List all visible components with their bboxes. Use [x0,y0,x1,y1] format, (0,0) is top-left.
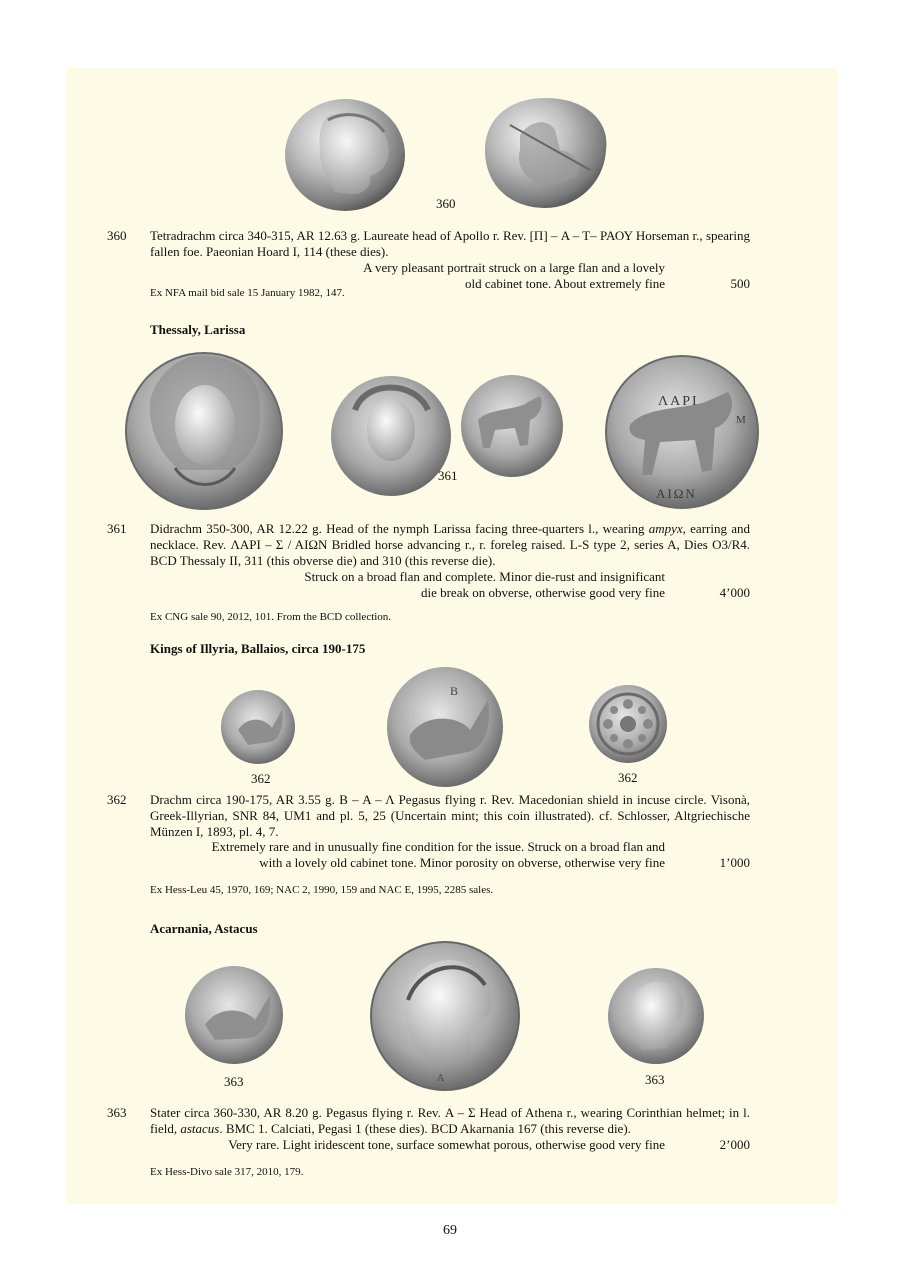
coin-363-reverse [608,968,704,1064]
lot-description-361: Didrachm 350-300, AR 12.22 g. Head of the nymph Larissa facing three-quarters l., wearing ampyx, earring and necklace. Rev. ΛΑΡΙ – Σ / ΑΙΩΝ Bridled horse advancing r., r. foreleg raised. L-S type 2, series A, Dies O3/R4. BCD Thessaly II, 311 (this obverse die) and 310 (this reverse die). [150,521,750,568]
lot-condition-line: Extremely rare and in unusually fine condition for the issue. Struck on a broad flan and [211,839,665,854]
section-heading-illyria: Kings of Illyria, Ballaios, circa 190-175 [150,641,366,656]
coin-363-obverse [185,966,283,1064]
lot-provenance-360: Ex NFA mail bid sale 15 January 1982, 147. [150,287,345,299]
coin-361-obverse-enlarged [126,353,282,509]
lot-number-360: 360 [107,228,127,243]
coin-361-monogram: Μ [736,414,746,426]
lot-condition-line: with a lovely old cabinet tone. Minor porosity on obverse, otherwise very fine [259,855,665,870]
coin-361-exergue-legend: ΑΙΩΝ [656,486,697,501]
lot-provenance-362: Ex Hess-Leu 45, 1970, 169; NAC 2, 1990, 159 and NAC E, 1995, 2285 sales. [150,884,494,896]
figure-label-361: 361 [438,468,458,483]
coin-361-legend: ΛΑΡΙ [658,394,699,409]
coin-362-obverse [221,690,295,764]
lot-condition-line: old cabinet tone. About extremely fine [465,276,665,291]
coin-361-obverse [331,376,451,496]
lot-description-362: Drachm circa 190-175, AR 3.55 g. Β – Α – Λ Pegasus flying r. Rev. Macedonian shield in incuse circle. Visonà, Greek-Illyrian, SNR 84, UM1 and pl. 5, 25 (Uncertain mint; this coin illustrated). cf. Schlosser, Altgriechische Münzen I, 1893, pl. 4, 7. [150,792,750,839]
coin-362-reverse-shield [589,685,667,763]
section-heading-thessaly: Thessaly, Larissa [150,322,246,337]
lot-condition-line: Very rare. Light iridescent tone, surface somewhat porous, otherwise good very fine [228,1137,665,1152]
coin-362-legend: Β [450,684,459,698]
lot-provenance-361: Ex CNG sale 90, 2012, 101. From the BCD collection. [150,611,392,623]
coin-363-legend: Α [437,1073,445,1084]
lot-number-361: 361 [107,521,127,536]
coin-360-obverse [285,99,405,211]
figure-label-360: 360 [436,196,456,211]
lot-estimate-360: 500 [730,276,750,291]
figure-label-363: 363 [645,1072,665,1087]
figure-label-362: 362 [251,771,271,786]
figure-label-362: 362 [618,770,638,785]
lot-condition-line: Struck on a broad flan and complete. Minor die-rust and insignificant [304,569,665,584]
lot-estimate-361: 4’000 [719,585,750,600]
section-heading-acarnania: Acarnania, Astacus [150,921,258,936]
figure-label-363: 363 [224,1074,244,1089]
lot-estimate-363: 2’000 [719,1137,750,1152]
coin-362-obverse-enlarged [387,667,503,787]
lot-condition-line: die break on obverse, otherwise good very fine [420,585,665,600]
coin-360-reverse [485,98,606,208]
page-number: 69 [443,1223,457,1238]
lot-condition-line: A very pleasant portrait struck on a large flan and a lovely [363,260,665,275]
coin-363-reverse-enlarged [371,942,519,1090]
lot-provenance-363: Ex Hess-Divo sale 317, 2010, 179. [150,1166,304,1178]
italic-term: ampyx [648,521,683,536]
lot-number-363: 363 [107,1105,127,1120]
coin-361-reverse [461,375,563,477]
lot-description-360: Tetradrachm circa 340-315, AR 12.63 g. Laureate head of Apollo r. Rev. [Π] – Α – Τ– ΡΑΟΥ Horseman r., spearing fallen foe. Paeonian Hoard I, 114 (these dies). [150,228,750,259]
lot-description-363: Stater circa 360-330, AR 8.20 g. Pegasus flying r. Rev. Α – Σ Head of Athena r., wearing Corinthian helmet; in l. field, astacus. BMC 1. Calciati, Pegasi 1 (these dies). BCD Akarnania 167 (this reverse die). [150,1105,750,1136]
lot-number-362: 362 [107,792,127,807]
italic-term: astacus [180,1121,220,1136]
lot-estimate-362: 1’000 [719,855,750,870]
